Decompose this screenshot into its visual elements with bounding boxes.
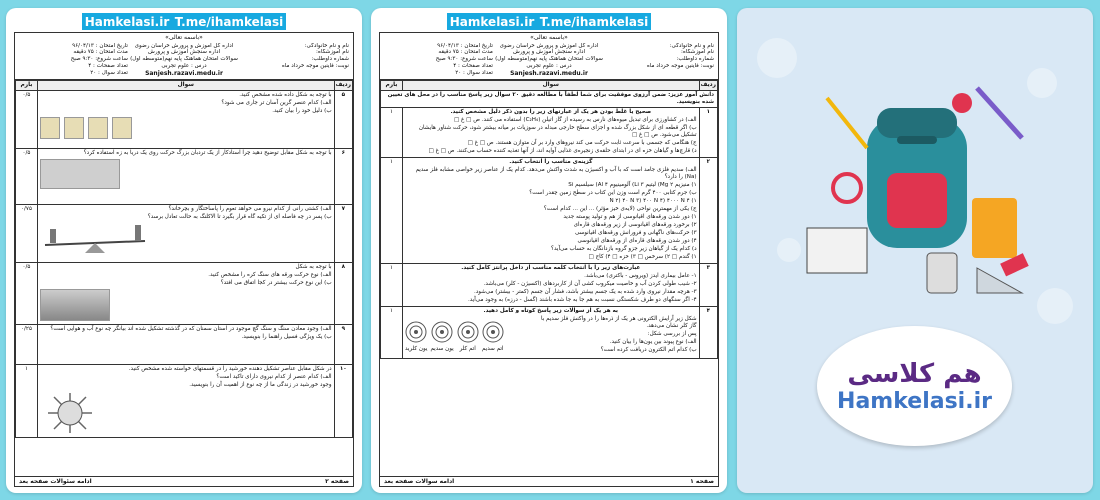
q-line: در شکل مقابل عناصر تشکیل دهنده خورشید را در قسمتهای خواسته شده مشخص کنید. [128,366,332,373]
q-line: الف) کشتی رانی از کدام نیرو می خواهد تعوم را پاساختگار و بچرخاند؟ [168,206,332,213]
q-line: ب) جرم کتابی ۴۰۰ گرم است وزن این کتاب در سطح زمین چقدر است؟ [529,189,697,196]
subject: درس : علوم تجربی [161,63,207,70]
q-line: ب) پسر در چه فاصله ای از تکیه گاه قرار بگیرد تا الاکلنگ به حالت تعادل برسد؟ [147,214,332,221]
sun-image [40,391,100,435]
q-line: ب) اگر قطعه ای از شکل بزرگ شده و اجزای سطح خارجی مبدله در سوزیات بر میانه بیشتر شود، حرکت شناور هایشان تشکیل می‌شود. ص □ غ □ [418,125,697,139]
q-line: الف) سدیم فلزی جامد است که با آب و اکسیژن به شدت واکنش می‌دهد. کدام یک از عناصر زیر خواصی مشابه فلز سدیم (Na) را دارد؟ [415,167,697,181]
col-score: بارم [16,80,38,90]
beaker-image [64,117,84,139]
q-line: ب) دلیل خود را بیان کنید. [272,108,332,115]
seat-label: شماره داوطلب: [676,56,714,63]
plates-image [40,289,110,321]
q-score: ۱ [381,158,403,264]
name-label: نام و نام خانوادگی: [669,42,714,49]
col-question: سوال [403,80,700,90]
pages: تعداد صفحات : ۴ [88,63,128,70]
table-row [381,263,718,306]
pages: تعداد صفحات : ۴ [453,63,493,70]
org2: اداره سنجش آموزش و پرورش [513,49,586,56]
q-line: ۱) دور شدن ورقه‌های اقیانوسی از هم و تولید پوسته جدید [563,213,697,220]
brand-telegram: T.me/ihamkelasi [539,14,649,29]
brand-bar [82,13,286,30]
q-num: ۱ [699,108,717,158]
org1: اداره کل آموزش و پرورش خراسان رضوی [134,42,234,49]
q-line: الف) نوع حرکت ورقه های سنگ کره را مشخص کنید. [208,272,332,279]
q-line: ب) یک ویژگی فسیل راهنما را بنویسید. [241,334,332,341]
q-num: ۶ [334,149,352,205]
q-line: ۳- هرچه مقدار نیروی وارد شده به یک جسم بیشتر باشد، فشار آن جسم (کمتر - بیشتر) می‌شود. [473,288,697,295]
seat-label: شماره داوطلب: [311,56,349,63]
col-row: ردیف [699,80,717,90]
q-num: ۲ [699,158,717,264]
url: Sanjesh.razavi.medu.ir [510,70,588,78]
table-row [16,91,353,149]
q-score: ۰/۵ [16,91,38,149]
q-line: با توجه به شکل مقابل توضیح دهید چرا استادکار از یک تردبان بزرگ حرکت روی یک دریا به زه استفاده کرد؟ [83,150,332,157]
q-line: ۱) گندم □ ۲) سرخس □ ۳) خزه □ ۴) کاج □ [588,253,697,260]
exam-paper [14,32,354,487]
brand-telegram: T.me/ihamkelasi [174,14,284,29]
q-score: ۰/۲۵ [16,325,38,365]
q-score: ۱ [381,306,403,358]
footer-continue: ادامه سوالات صفحه بعد [384,477,455,485]
q-num: ۸ [334,263,352,325]
question-table [15,80,353,438]
org3: سوالات امتحان هماهنگ پایه نهم(متوسطه اول) [495,56,603,63]
question-table [380,80,718,359]
table-row [381,158,718,264]
q-title: صحیح یا غلط بودن هر یک از عبارتهای زیر را بدون ذکر دلیل مشخص کنید. [450,109,652,116]
q-num: ۳ [699,263,717,306]
seesaw-image [40,223,150,253]
shift-label: نوبت: فاینین موجه خرداد ماه [281,63,349,70]
q-line: ۲) برخورد ورقه‌های اقیانوسی از زیر ورقه‌های قاره‌ای [573,221,697,228]
bism: «باسمه تعالی» [165,34,203,41]
q-score: ۱ [16,365,38,438]
qcount: تعداد سوال : ۲۰ [455,70,493,77]
table-row [16,263,353,325]
col-row: ردیف [334,80,352,90]
atom-label: اتم کلر [459,345,476,352]
decor-bubble [1037,288,1073,324]
table-row [381,306,718,358]
cover-title-fa: هم کلاسی [847,358,982,389]
q-line: الف) کدام عنصر گرین آسان تر جاری می شود؟ [221,100,332,107]
start: ساعت شروع: ۹:۳۰ صبح [70,56,128,63]
footer-page: صفحه ۲ [325,477,349,485]
exam-header [380,42,718,80]
q-line: ۴- اگر سنگهای دو طرف شکستگی نسبت به هم جا به جا شده باشند (گسل - درزه) به وجود می‌آید. [467,296,697,303]
table-row [16,205,353,263]
q-title: گزینه‌ی مناسب را انتخاب کنید. [509,159,593,166]
q-line: د) کدام یک از گیاهان زیر جزو گروه بازدانگان به حساب می‌آید؟ [551,245,697,252]
q-title: به هر یک از سوالات زیر پاسخ کوتاه و کامل دهید. [483,307,619,314]
q-score: ۰/۷۵ [16,205,38,263]
q-line: شکل زیر آرایش الکترونی هر یک از ذره‌ها را در واکنش فلز سدیم با گاز کلر نشان می‌دهد. [540,315,697,329]
org3: سوالات امتحان هماهنگ پایه نهم(متوسطه اول) [130,56,238,63]
backpack-illustration [797,78,1037,308]
cover-title-en: Hamkelasi.ir [837,388,992,414]
beaker-image [88,117,108,139]
beaker-image [112,117,132,139]
school-label: نام آموزشگاه: [681,49,714,56]
q-line: ۱- عامل بیماری ایدز (ویروس - باکتری) می‌باشد. [584,272,697,279]
shift-label: نوبت: فاینین موجه خرداد ماه [646,63,714,70]
qcount: تعداد سوال : ۲۰ [90,70,128,77]
q-line: با توجه به شکل [295,264,332,271]
subject: درس : علوم تجربی [526,63,572,70]
q-score: ۰/۵ [16,149,38,205]
worker-image [40,159,120,189]
date: تاریخ امتحان : ۹۶/۰۴/۱۳ [437,42,493,49]
q-line: الف) نوع پیوند بین یون‌ها را بیان کنید. [609,338,697,345]
brand-site: Hamkelasi.ir [84,14,170,29]
name-label: نام و نام خانوادگی: [304,42,349,49]
duration: مدت امتحان : ۷۵ دقیقه [73,49,128,56]
intro-text: دانش آموز عزیز: ضمن آرزوی موفقیت برای شما لطفاً با مطالعه دقیق ۲۰ سوال زیر پاسخ مناسب را در محل های تعیین شده بنویسید. [381,91,718,108]
q-line: ج) یکی از مهمترین نواحی (لایه‌ی خیز مؤثر) ... این ... کدام است؟ [543,205,697,212]
q-line: الف) در کشاورزی برای تبدیل میوه‌های نارس به رسیده از گاز اتیلن (C₂H₄) استفاده می کنند. ص □ غ □ [453,117,697,124]
table-row [16,325,353,365]
q-line: ۳) حرکت‌های ناگهانی و فرورانش ورقه‌های اقیانوسی [574,229,697,236]
q-num: ۵ [334,91,352,149]
q-line: د) قارچ‌ها و گیاهان خزه ای در ابتدای حلقه‌ی زنجیره‌ی غذایی آوایه اند، از آنها تغذیه کننده حساب می‌کنند. ص □ غ □ [428,148,697,155]
q-line: الف) کدام عنصر از کدام نیروی دارای تاکید است؟ [216,374,332,381]
url: Sanjesh.razavi.medu.ir [145,70,223,78]
date: تاریخ امتحان : ۹۶/۰۴/۱۳ [72,42,128,49]
q-line: ب) کدام اتم الکترون دریافت کرده است؟ [600,346,697,353]
table-row [381,108,718,158]
page-footer [380,476,718,487]
decor-bubble [757,38,797,78]
cover-sign [817,326,1012,446]
q-line: ۴) دور شدن ورقه‌های قاره‌ای از ورقه‌های اقیانوسی [577,237,697,244]
q-score: ۰/۵ [16,263,38,325]
table-row [16,149,353,205]
page-footer [15,476,353,487]
org1: اداره کل آموزش و پرورش خراسان رضوی [499,42,599,49]
exam-page-2-card[interactable] [6,8,362,493]
q-score: ۱ [381,263,403,306]
footer-page: صفحه ۱ [690,477,714,485]
start: ساعت شروع: ۹:۳۰ صبح [435,56,493,63]
q-num: ۴ [699,306,717,358]
q-line: ۱) ۴ N ۲) ۴۰ N ۳) ۴۰۰ N ۴) ۴۰۰۰ N [609,197,697,204]
school-label: نام آموزشگاه: [316,49,349,56]
brand-site: Hamkelasi.ir [449,14,535,29]
duration: مدت امتحان : ۷۵ دقیقه [438,49,493,56]
org2: اداره سنجش آموزش و پرورش [148,49,221,56]
exam-page-1-card[interactable] [371,8,727,493]
footer-continue: ادامه سئوالات صفحه بعد [19,477,92,485]
q-line: ۲- شیب طولی کردن آب و خاصیت میکروب کشی آن از کاربردهای (اکسیژن - کلر) می‌باشد. [483,280,697,287]
q-line: الف) وجود معادن سنگ و سنگ گچ موجود در استان سمنان که در گذشته تشکیل شده اند بیانگر چه نوع آب و هوایی است؟ [50,326,332,333]
cover-card[interactable] [737,8,1093,493]
exam-header [15,42,353,80]
q-line: ۱) منیزیم Mg ۲) لیتیم Li ۳) آلومینیوم Al ۴) سیلسیم Si [568,182,697,188]
col-score: بارم [381,80,403,90]
q-line: پس از بررسی شکل: [647,330,697,337]
q-line: وجود خورشید در زندگی ما از چه نوع از اهمیت آن را بنویسید. [189,382,332,389]
col-question: سوال [38,80,335,90]
q-line: ج) هنگامی که جسمی با سرعت ثابت حرکت می کند نیروهای وارد بر آن متوازن هستند. ص □ غ □ [467,140,697,147]
table-row [16,365,353,438]
beaker-image [40,117,60,139]
q-line: ب) این نوع حرکت بیشتر در کجا اتفاق می افتد؟ [220,280,332,287]
atom-label: یون کلرید [405,345,428,352]
q-score: ۱ [381,108,403,158]
bism: «باسمه تعالی» [530,34,568,41]
brand-bar [447,13,651,30]
atom-label: یون سدیم [430,345,454,352]
q-title: عبارت‌های زیر را با انتخاب کلمه مناسب از داخل پرانتز کامل کنید. [461,264,641,271]
q-num: ۱۰ [334,365,352,438]
q-line: با توجه به شکل داده شده مشخص کنید. [239,92,332,99]
atom-label: اتم سدیم [481,345,504,352]
exam-paper [379,32,719,487]
q-num: ۹ [334,325,352,365]
q-num: ۷ [334,205,352,263]
atom-diagram [405,316,504,355]
